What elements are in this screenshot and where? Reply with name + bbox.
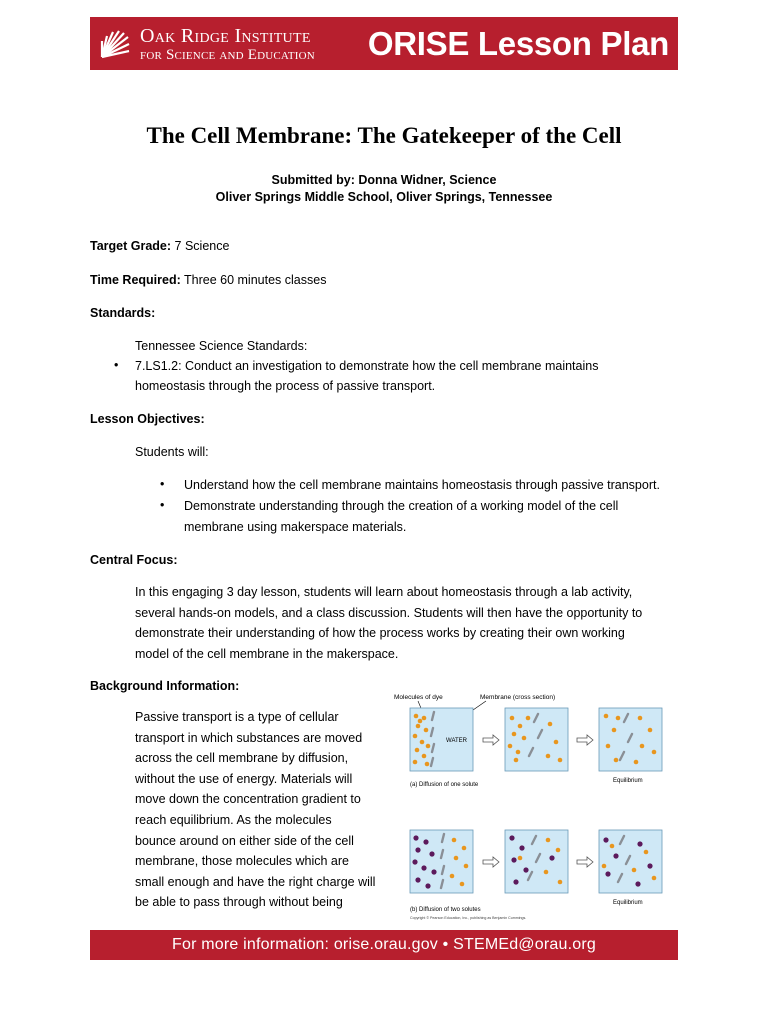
paragraph-line: bounce around on either side of the cell bbox=[135, 833, 354, 848]
paragraph-line: membrane, those molecules which are bbox=[135, 854, 349, 869]
equilibrium-label-a: Equilibrium bbox=[613, 778, 643, 784]
objective-item-2-line2: membrane using makerspace materials. bbox=[184, 520, 407, 534]
background-heading bbox=[90, 676, 239, 696]
bullet-icon: • bbox=[160, 498, 165, 512]
caption-b: (b) Diffusion of two solutes bbox=[410, 907, 481, 913]
standards-label: Standards: bbox=[90, 306, 156, 320]
caption-a: (a) Diffusion of one solute bbox=[410, 782, 479, 788]
target-grade-row bbox=[90, 236, 229, 256]
students-will: Students will: bbox=[135, 445, 209, 459]
tn-standards-heading: Tennessee Science Standards: bbox=[135, 339, 308, 353]
institute-line1: Oak Ridge Institute bbox=[140, 25, 311, 47]
central-focus-label: Central Focus: bbox=[90, 553, 178, 567]
submitted-by: Submitted by: Donna Widner, Science bbox=[271, 173, 497, 187]
central-focus-heading bbox=[90, 550, 178, 570]
paragraph-line: move down the concentration gradient to bbox=[135, 792, 361, 807]
paragraph-line: without the use of energy. Materials will bbox=[135, 771, 353, 786]
objectives-heading bbox=[90, 409, 205, 429]
target-grade-label: Target Grade: bbox=[90, 239, 172, 253]
paragraph-line: transport in which substances are moved bbox=[135, 730, 363, 745]
equilibrium-label-b: Equilibrium bbox=[613, 900, 643, 906]
paragraph-line: In this engaging 3 day lesson, students will learn about homeostasis through a lab activity, bbox=[135, 585, 633, 599]
dye-label: Molecules of dye bbox=[394, 694, 443, 701]
document-title: The Cell Membrane: The Gatekeeper of the Cell bbox=[146, 123, 622, 148]
target-grade-value: 7 Science bbox=[174, 239, 230, 253]
paragraph-line: reach equilibrium. As the molecules bbox=[135, 812, 332, 827]
background-paragraph bbox=[135, 707, 385, 913]
paragraph-line: demonstrate their understanding of how the process works by creating their own working bbox=[135, 626, 625, 640]
objective-item-1: Understand how the cell membrane maintains homeostasis through passive transport. bbox=[184, 478, 660, 492]
central-focus-paragraph bbox=[135, 582, 675, 664]
time-required-value: Three 60 minutes classes bbox=[184, 273, 327, 287]
standards-heading bbox=[90, 303, 155, 323]
paragraph-line: across the cell membrane by diffusion, bbox=[135, 751, 349, 766]
paragraph-line: Passive transport is a type of cellular bbox=[135, 710, 339, 724]
diffusion-svg bbox=[388, 690, 678, 922]
paragraph-line: be able to pass through without being bbox=[135, 895, 343, 910]
institute-name bbox=[140, 26, 315, 63]
brand-title: ORISE Lesson Plan bbox=[367, 25, 669, 62]
header-banner bbox=[90, 17, 678, 70]
time-required-row bbox=[90, 270, 326, 290]
footer-contact-text: For more information: orise.orau.gov • STEMEd@orau.org bbox=[172, 936, 596, 953]
standard-item-line2: homeostasis through the process of passive transport. bbox=[135, 379, 436, 393]
paragraph-line: model of the cell membrane in the makerspace. bbox=[135, 646, 399, 661]
bullet-icon: • bbox=[114, 358, 119, 372]
bullet-icon: • bbox=[160, 477, 165, 491]
background-label: Background Information: bbox=[90, 679, 240, 693]
copyright-text: Copyright © Pearson Education, Inc., publishing as Benjamin Cummings. bbox=[410, 916, 527, 920]
membrane-label: Membrane (cross section) bbox=[480, 694, 556, 701]
footer-banner bbox=[90, 930, 678, 960]
paragraph-line: several hands-on models, and a class discussion. Students will then have the opportunity to bbox=[135, 605, 643, 620]
objectives-label: Lesson Objectives: bbox=[90, 412, 205, 426]
institute-line2: for Science and Education bbox=[140, 47, 315, 63]
orise-logo-icon bbox=[99, 27, 131, 59]
standard-item-line1: 7.LS1.2: Conduct an investigation to demonstrate how the cell membrane maintains bbox=[135, 359, 599, 373]
paragraph-line: small enough and have the right charge will bbox=[135, 874, 376, 889]
water-label: WATER bbox=[446, 738, 467, 744]
objective-item-2-line1: Demonstrate understanding through the creation of a working model of the cell bbox=[184, 499, 619, 513]
diffusion-diagram bbox=[388, 690, 678, 922]
time-required-label: Time Required: bbox=[90, 273, 181, 287]
school-line: Oliver Springs Middle School, Oliver Springs, Tennessee bbox=[215, 190, 553, 204]
